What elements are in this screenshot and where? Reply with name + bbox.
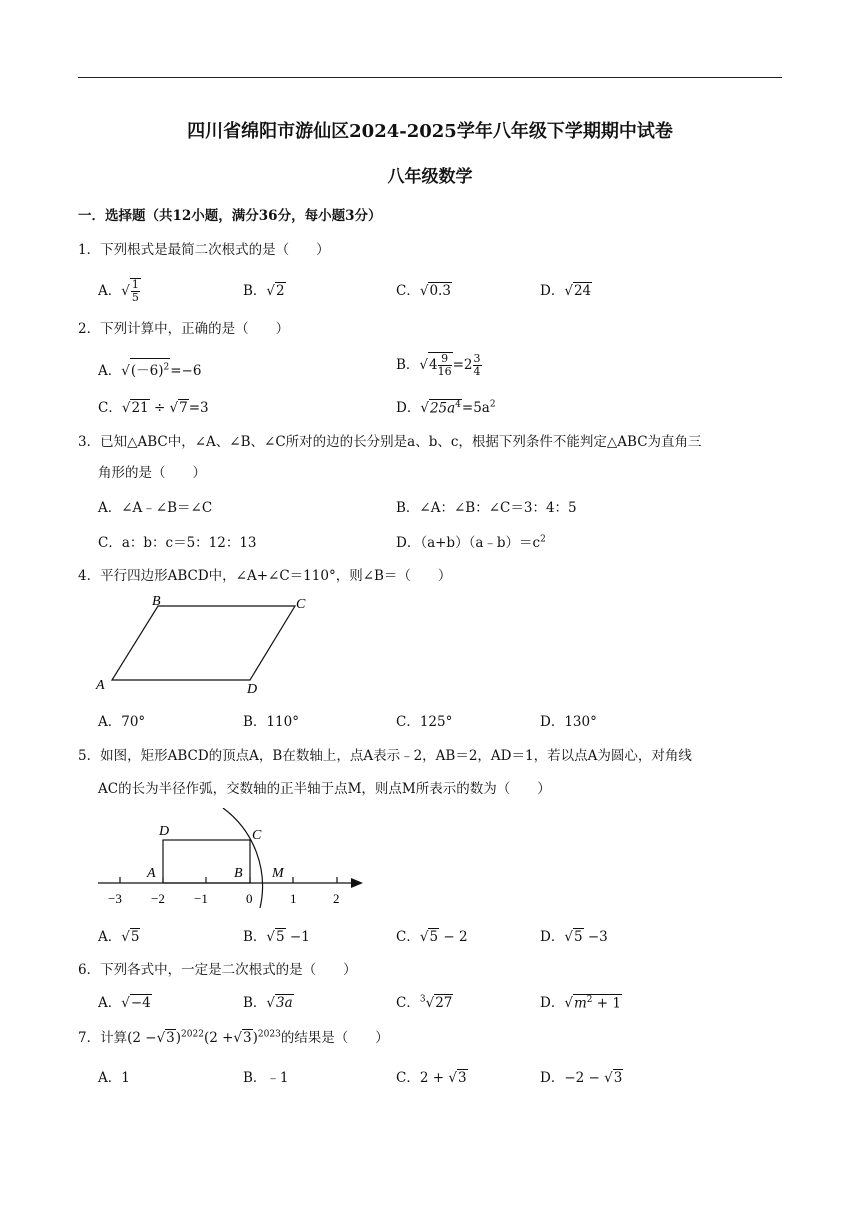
q3-option-c: C．a：b：c＝5：12：13 — [98, 535, 257, 551]
question-6-stem: 6．下列各式中，一定是二次根式的是（ ） — [78, 962, 357, 978]
tick-label: 0 — [246, 891, 253, 906]
q5-option-c: C．√5 − 2 — [396, 929, 468, 945]
q2-option-b: B．√4 $\frac{9}{16}$ =2 $\frac{3}{4}$ — [396, 352, 481, 378]
number-line-figure — [95, 808, 370, 913]
page-title: 四川省绵阳市游仙区2024-2025学年八年级下学期期中试卷 — [187, 121, 673, 142]
q6-option-c: C．$^3$√27 — [396, 994, 453, 1011]
tick-label: −1 — [194, 891, 208, 906]
label-d: D — [247, 682, 258, 697]
q3-option-b: B．∠A：∠B：∠C＝3：4：5 — [396, 500, 577, 516]
q1-option-c: C．√0.3 — [396, 283, 451, 299]
label-a: A — [147, 866, 156, 881]
q4-option-d: D．130° — [540, 714, 597, 730]
axis-arrow — [351, 878, 363, 888]
label-d: D — [159, 824, 170, 839]
label-m: M — [272, 866, 284, 881]
q2-option-d: D．$√25a^4=5a^2$ — [396, 399, 496, 416]
question-1-stem: 1．下列根式是最简二次根式的是（ ） — [78, 242, 330, 258]
label-b: B — [152, 594, 161, 609]
q6-option-d: D．$√m^2 + 1$ — [540, 994, 621, 1011]
tick-label: −2 — [151, 891, 165, 906]
q5-option-d: D．√5 −3 — [540, 929, 608, 945]
question-3-stem-line1: 3．已知△ABC中，∠A、∠B、∠C所对的边的长分别是a、b、c，根据下列条件不能判定△ABC为直角三 — [78, 434, 702, 450]
section-heading: 一．选择题（共12小题，满分36分，每小题3分） — [78, 208, 382, 224]
label-c: C — [296, 597, 306, 612]
tick-label: 2 — [333, 891, 340, 906]
page-subtitle: 八年级数学 — [387, 167, 473, 187]
question-4-stem: 4．平行四边形ABCD中，∠A+∠C＝110°，则∠B＝（ ） — [78, 568, 452, 584]
q4-option-b: B．110° — [243, 714, 299, 730]
q1-option-d: D．√24 — [540, 283, 592, 299]
q5-option-a: A．√5 — [98, 929, 140, 945]
parallelogram-figure — [90, 592, 330, 698]
question-5-stem-line1: 5．如图，矩形ABCD的顶点A，B在数轴上，点A表示﹣2，AB＝2，AD＝1，若以点A为圆心，对角线 — [78, 748, 692, 764]
q3-option-a: A．∠A﹣∠B＝∠C — [98, 500, 213, 516]
q1-option-b: B．√2 — [243, 283, 285, 299]
tick-label: 1 — [290, 891, 297, 906]
question-2-stem: 2．下列计算中，正确的是（ ） — [78, 321, 290, 337]
label-a: A — [96, 678, 105, 693]
label-b: B — [234, 866, 243, 881]
q4-option-a: A．70° — [98, 714, 146, 730]
question-3-stem-line2: 角形的是（ ） — [98, 465, 206, 481]
parallelogram-shape — [112, 606, 295, 680]
tick-label: −3 — [108, 891, 122, 906]
q4-option-c: C．125° — [396, 714, 453, 730]
q2-option-c: C．√21 ÷ √7=3 — [98, 400, 209, 416]
q7-option-c: C．2 + √3 — [396, 1070, 467, 1086]
label-c: C — [252, 828, 262, 843]
q6-option-a: A．√−4 — [98, 995, 151, 1011]
q5-option-b: B．√5 −1 — [243, 929, 310, 945]
question-5-stem-line2: AC的长为半径作弧，交数轴的正半轴于点M，则点M所表示的数为（ ） — [98, 781, 551, 797]
q7-option-b: B．﹣1 — [243, 1070, 289, 1086]
q7-option-a: A．1 — [98, 1070, 130, 1086]
q2-option-a: A．$√(-6)^2=-6$ — [98, 358, 201, 379]
q7-option-d: D．−2 − √3 — [540, 1070, 623, 1086]
q6-option-b: B．√3a — [243, 995, 293, 1011]
question-7-stem: 7．计算$(2 -√3)^{2022}(2 +√3)^{2023}$的结果是（ ） — [78, 1029, 389, 1046]
arc — [223, 808, 262, 908]
q3-option-d: D．$(a+b)(a﹣b)=c^2$ — [396, 534, 546, 551]
top-rule — [78, 77, 782, 78]
q1-option-a: A．√ $\frac{1}{5}$ — [98, 278, 139, 304]
